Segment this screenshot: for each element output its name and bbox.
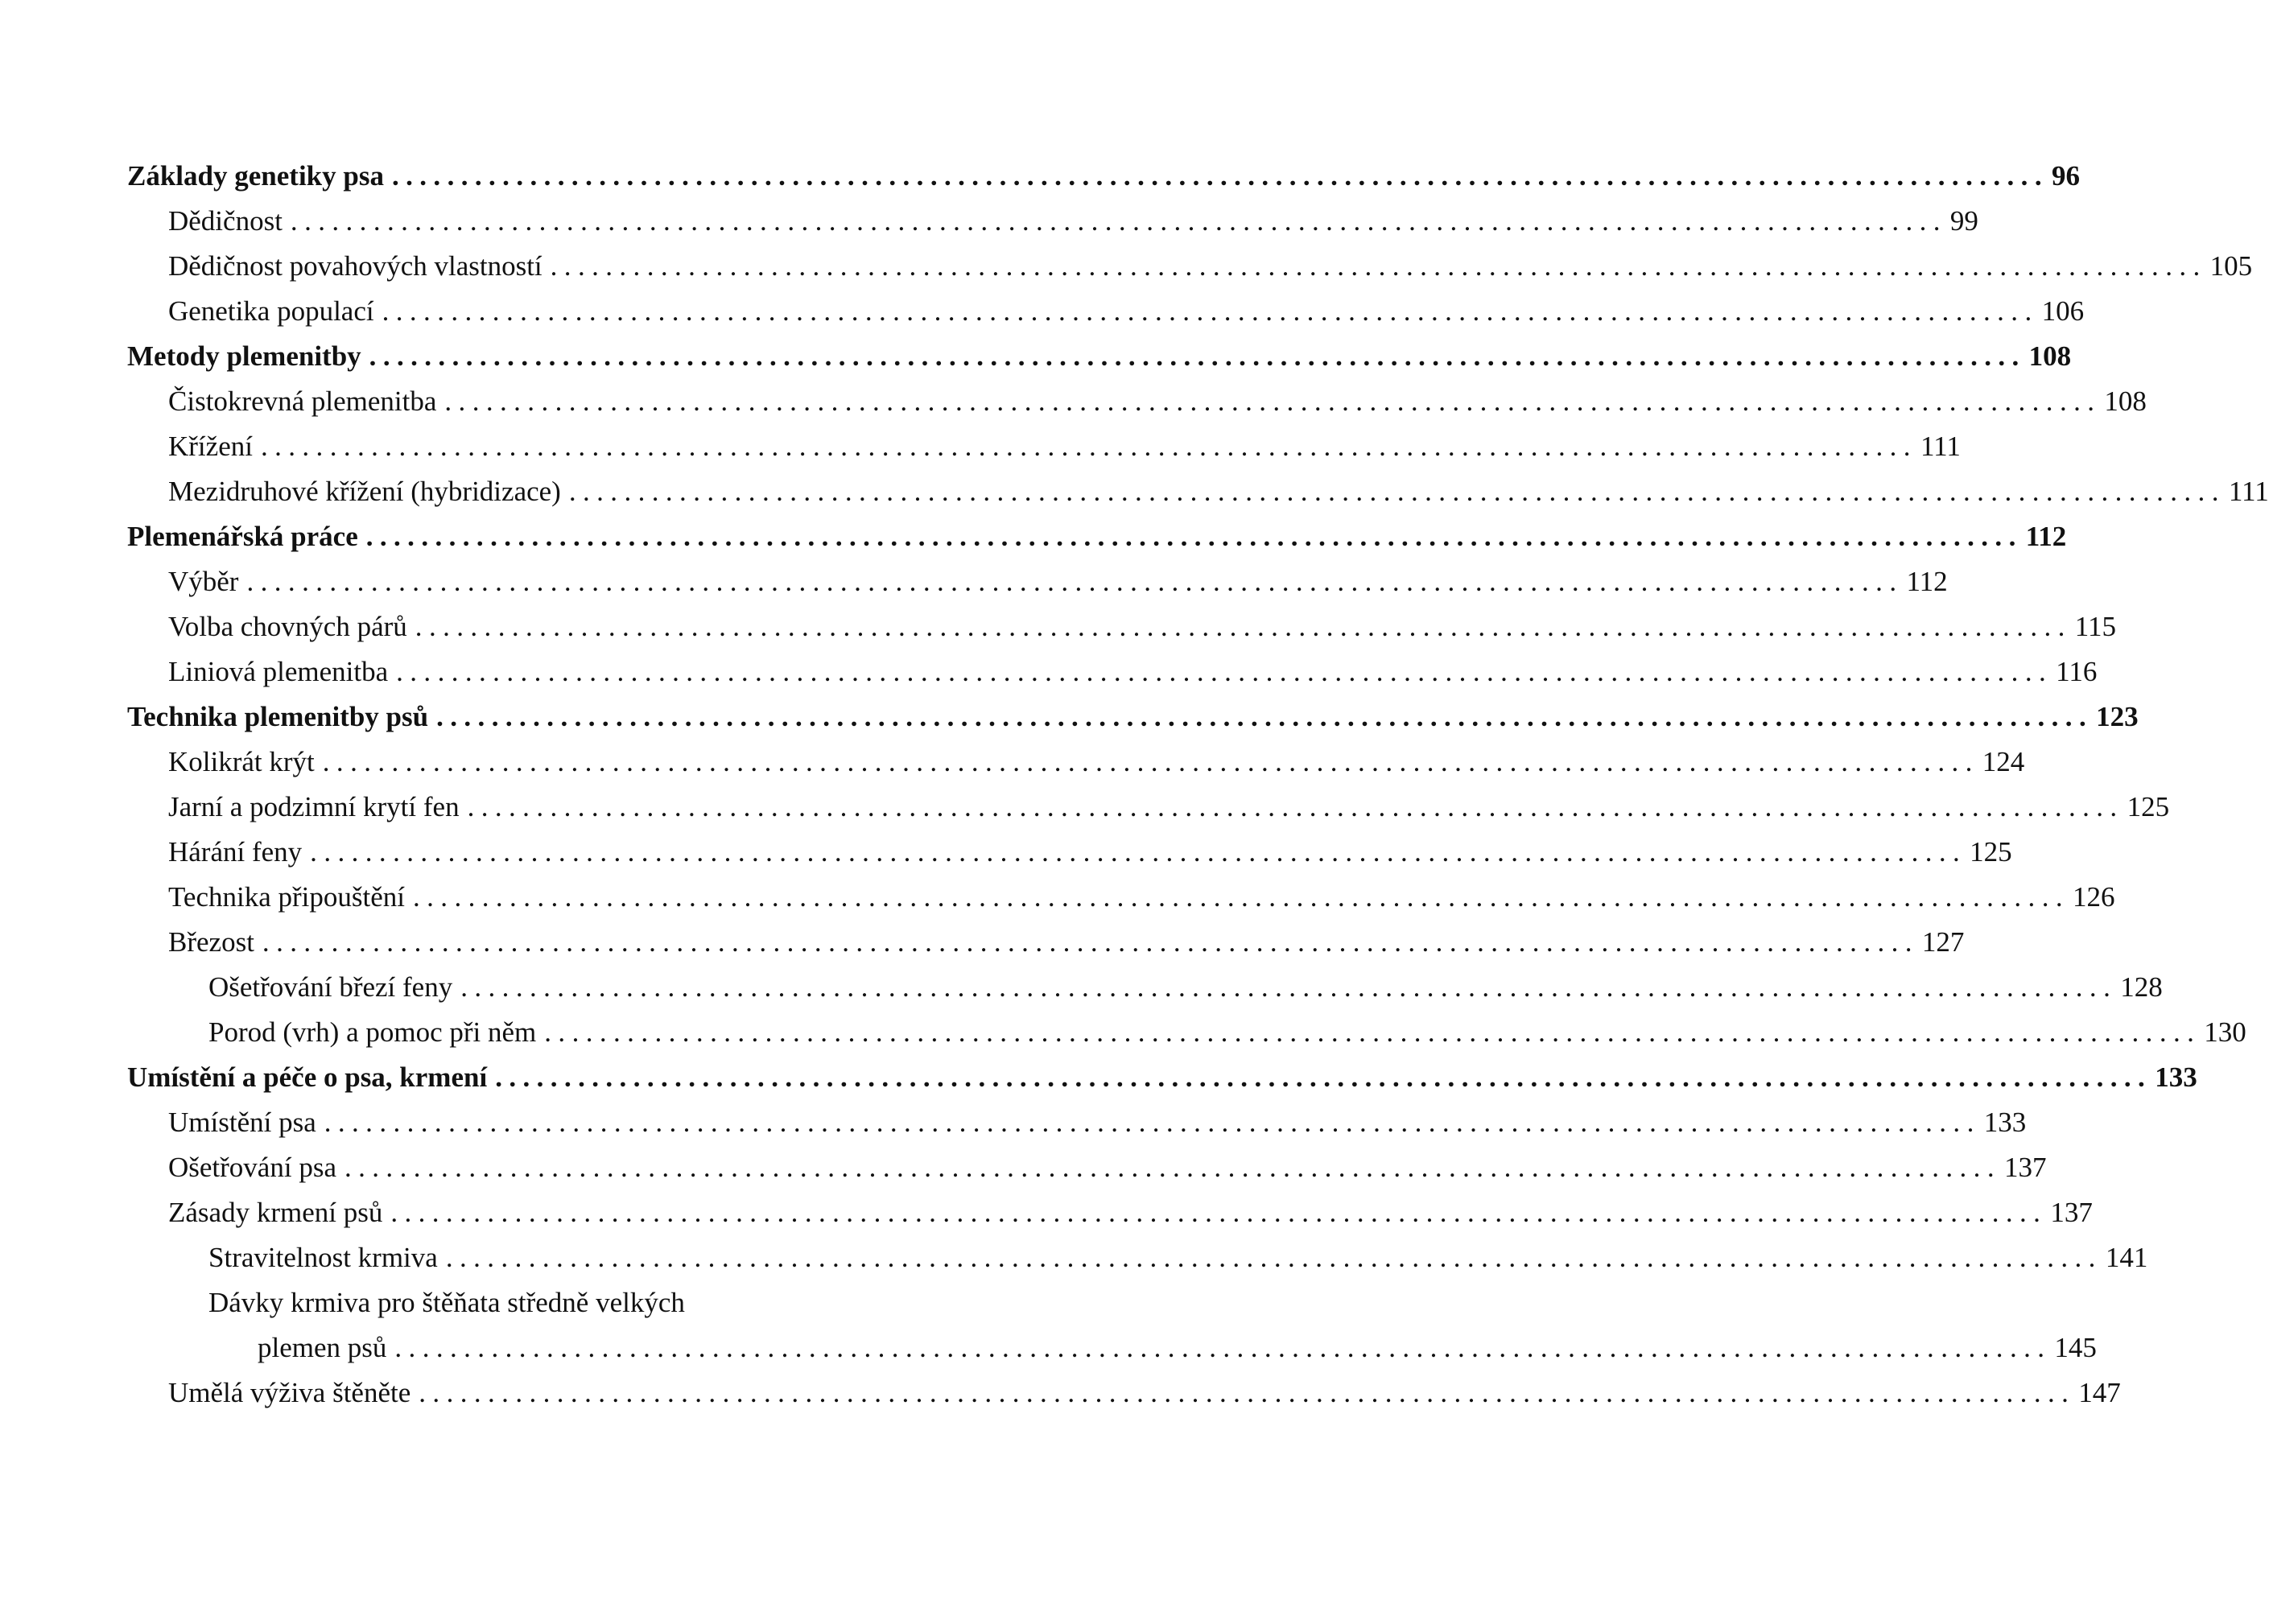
toc-entry-title: Umístění psa bbox=[168, 1107, 316, 1138]
toc-entry-title: Umělá výživa štěněte bbox=[168, 1377, 411, 1408]
dot-leader: ........................................................................................................................ bbox=[391, 160, 2048, 192]
toc-entry-page: 106 bbox=[2041, 295, 2085, 327]
dot-leader: ........................................................................................................................ bbox=[460, 971, 2118, 1003]
toc-entry-title: Zásady krmení psů bbox=[168, 1197, 383, 1228]
toc-entry-page: 133 bbox=[1983, 1107, 2027, 1138]
toc-entry-page: 137 bbox=[2003, 1152, 2047, 1183]
toc-entry-title: Volba chovných párů bbox=[168, 611, 407, 642]
dot-leader: ........................................................................................................................ bbox=[550, 250, 2207, 282]
toc-entry-page: 125 bbox=[2127, 791, 2170, 822]
dot-leader: ........................................................................................................................ bbox=[568, 476, 2226, 507]
toc-entry-page: 116 bbox=[2056, 656, 2098, 687]
toc-entry-title: Březost bbox=[168, 926, 254, 958]
toc-entry-title: Metody plemenitby bbox=[127, 340, 361, 372]
toc-entry bbox=[127, 649, 2098, 695]
toc-entry bbox=[127, 875, 2115, 920]
toc-entry-page: 125 bbox=[1970, 836, 2012, 868]
dot-leader: ........................................................................................................................ bbox=[290, 205, 1947, 237]
toc-entry-page: 128 bbox=[2120, 971, 2163, 1003]
toc-entry bbox=[127, 920, 1965, 965]
toc-entry-title: Kolikrát krýt bbox=[168, 746, 315, 777]
toc-entry-title: Čistokrevná plemenitba bbox=[168, 385, 437, 417]
toc-entry-continuation bbox=[127, 1325, 2097, 1371]
toc-entry-title: Ošetřování psa bbox=[168, 1152, 336, 1183]
toc-entry-title: Dávky krmiva pro štěňata středně velkých bbox=[208, 1287, 685, 1318]
toc-entry-page: 145 bbox=[2054, 1332, 2097, 1363]
toc-entry-page: 112 bbox=[1906, 566, 1948, 597]
toc-entry-page: 111 bbox=[1920, 431, 1961, 462]
toc-entry bbox=[127, 695, 2139, 740]
toc-entry-title: Technika plemenitby psů bbox=[127, 701, 429, 732]
toc-entry bbox=[127, 965, 2163, 1010]
toc-entry bbox=[127, 559, 1948, 604]
dot-leader: ........................................................................................................................ bbox=[262, 926, 1919, 958]
toc-entry-page: 105 bbox=[2209, 250, 2253, 282]
dot-leader: ........................................................................................................................ bbox=[394, 1332, 2052, 1363]
toc-entry bbox=[127, 1235, 2148, 1280]
toc-entry bbox=[127, 469, 2269, 514]
toc-entry-title: Liniová plemenitba bbox=[168, 656, 389, 687]
toc-entry-page: 141 bbox=[2105, 1242, 2148, 1273]
toc-entry-title: Hárání feny bbox=[168, 836, 303, 868]
toc-entry-title: Ošetřování březí feny bbox=[208, 971, 453, 1003]
toc-entry bbox=[127, 1190, 2093, 1235]
dot-leader: ........................................................................................................................ bbox=[419, 1377, 2076, 1408]
toc-entry bbox=[127, 1371, 2121, 1416]
toc-entry-page: 108 bbox=[2028, 340, 2072, 372]
dot-leader: ........................................................................................................................ bbox=[310, 836, 1967, 868]
toc-entry-page: 124 bbox=[1982, 746, 2025, 777]
toc-entry-title: Plemenářská práce bbox=[127, 521, 358, 552]
toc-entry-title: Výběr bbox=[168, 566, 239, 597]
toc-entry-page: 108 bbox=[2104, 385, 2147, 417]
toc-entry-title: Porod (vrh) a pomoc při něm bbox=[208, 1016, 537, 1048]
dot-leader: ........................................................................................................................ bbox=[436, 701, 2094, 732]
dot-leader: ........................................................................................................................ bbox=[246, 566, 1904, 597]
toc-entry bbox=[127, 604, 2116, 649]
toc-entry-page: 96 bbox=[2051, 160, 2080, 192]
dot-leader: ........................................................................................................................ bbox=[413, 881, 2069, 913]
toc-entry-title: Stravitelnost krmiva bbox=[208, 1242, 438, 1273]
toc-entry-page: 123 bbox=[2096, 701, 2139, 732]
dot-leader: ........................................................................................................................ bbox=[382, 295, 2039, 327]
dot-leader: ........................................................................................................................ bbox=[390, 1197, 2048, 1228]
dot-leader: ........................................................................................................................ bbox=[369, 340, 2026, 372]
toc-entry bbox=[127, 740, 2025, 785]
toc-entry bbox=[127, 830, 2012, 875]
toc-entry-title: Technika připouštění bbox=[168, 881, 405, 913]
toc-entry bbox=[127, 785, 2170, 830]
toc-entry-page: 126 bbox=[2073, 881, 2115, 913]
toc-entry bbox=[127, 289, 2085, 334]
dot-leader: ........................................................................................................................ bbox=[344, 1152, 2001, 1183]
toc-entry bbox=[127, 244, 2253, 289]
toc-entry-title: Jarní a podzimní krytí fen bbox=[168, 791, 460, 822]
toc-entry-page: 133 bbox=[2155, 1061, 2197, 1093]
toc-entry-page: 112 bbox=[2025, 521, 2067, 552]
toc-entry-title: plemen psů bbox=[258, 1332, 387, 1363]
toc-entry-title: Dědičnost povahových vlastností bbox=[168, 250, 542, 282]
dot-leader: ........................................................................................................................ bbox=[365, 521, 2023, 552]
toc-entry-title: Umístění a péče o psa, krmení bbox=[127, 1061, 488, 1093]
dot-leader: ........................................................................................................................ bbox=[322, 746, 1979, 777]
toc-entry-page: 147 bbox=[2078, 1377, 2121, 1408]
dot-leader: ........................................................................................................................ bbox=[260, 431, 1917, 462]
toc-entry bbox=[127, 1280, 998, 1325]
dot-leader: ........................................................................................................................ bbox=[467, 791, 2124, 822]
toc-entry bbox=[127, 154, 2080, 199]
toc-entry-page: 99 bbox=[1949, 205, 1978, 237]
toc-entry bbox=[127, 379, 2147, 424]
toc-entry bbox=[127, 199, 1978, 244]
dot-leader: ........................................................................................................................ bbox=[445, 1242, 2102, 1273]
toc-entry-page: 111 bbox=[2228, 476, 2269, 507]
toc-entry-page: 115 bbox=[2074, 611, 2116, 642]
toc-entry-title: Křížení bbox=[168, 431, 253, 462]
toc-entry bbox=[127, 334, 2072, 379]
toc-entry bbox=[127, 1145, 2047, 1190]
toc-entry bbox=[127, 1055, 2197, 1100]
table-of-contents bbox=[127, 154, 2269, 1416]
toc-entry-title: Základy genetiky psa bbox=[127, 160, 384, 192]
toc-entry-title: Genetika populací bbox=[168, 295, 374, 327]
dot-leader: ........................................................................................................................ bbox=[415, 611, 2072, 642]
toc-entry bbox=[127, 1010, 2246, 1055]
toc-entry-title: Mezidruhové křížení (hybridizace) bbox=[168, 476, 561, 507]
toc-entry-title: Dědičnost bbox=[168, 205, 283, 237]
dot-leader: ........................................................................................................................ bbox=[324, 1107, 1981, 1138]
toc-entry bbox=[127, 1100, 2027, 1145]
toc-entry-page: 130 bbox=[2204, 1016, 2246, 1048]
dot-leader: ........................................................................................................................ bbox=[544, 1016, 2201, 1048]
toc-entry bbox=[127, 514, 2067, 559]
toc-entry-page: 127 bbox=[1921, 926, 1965, 958]
dot-leader: ........................................................................................................................ bbox=[495, 1061, 2152, 1093]
toc-entry bbox=[127, 424, 1961, 469]
dot-leader: ........................................................................................................................ bbox=[396, 656, 2053, 687]
toc-entry-page: 137 bbox=[2050, 1197, 2093, 1228]
dot-leader: ........................................................................................................................ bbox=[444, 385, 2102, 417]
